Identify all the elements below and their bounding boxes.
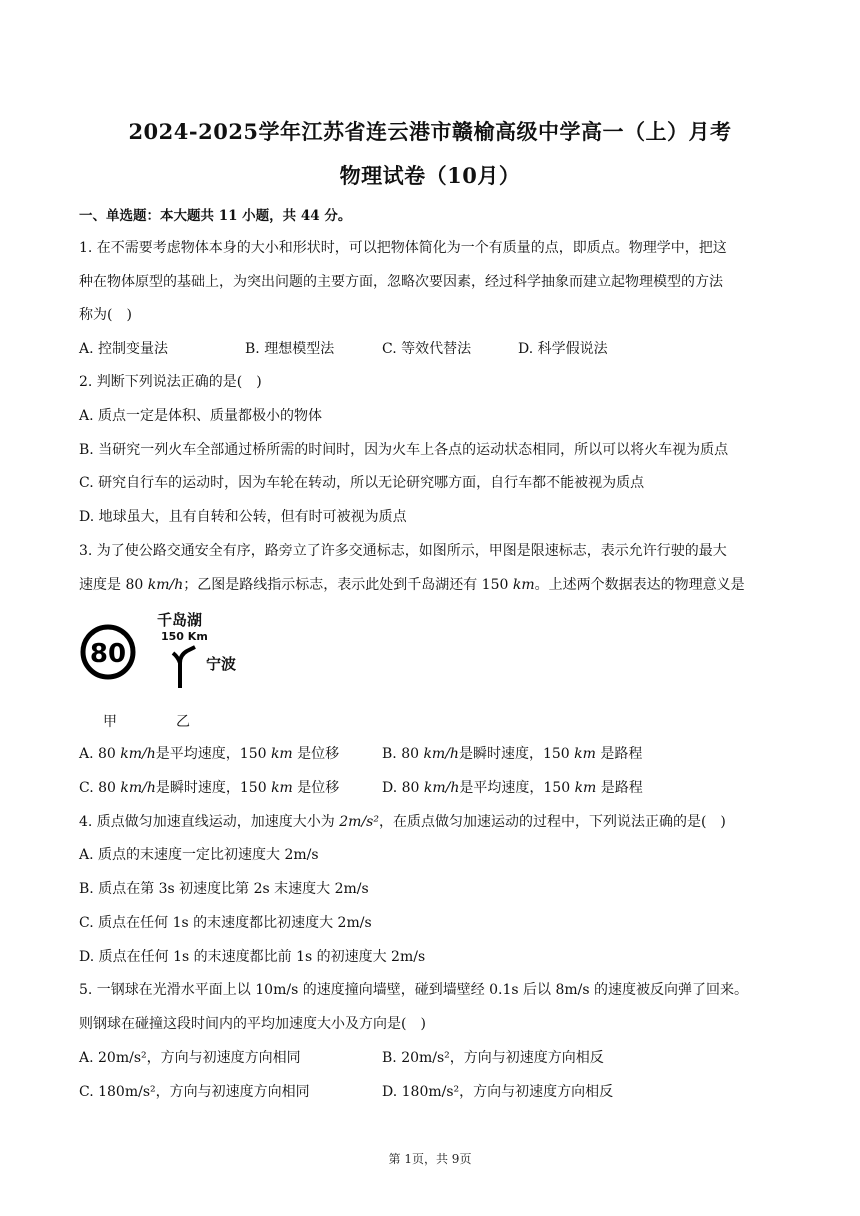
q3-line1: 3. 为了使公路交通安全有序，路旁立了许多交通标志，如图所示，甲图是限速标志，表示允许行驶的最大 <box>79 543 727 559</box>
q4-option-c: C. 质点在任何 1s 的末速度都比初速度大 2m/s <box>79 915 372 931</box>
q2-option-b: B. 当研究一列火车全部通过桥所需的时间时，因为火车上各点的运动状态相同，所以可以将火车视为质点 <box>79 442 729 458</box>
q3-option-d: D. 80 km/h是平均速度，150 km 是路程 <box>382 780 643 796</box>
sign-destination-qiandaohu: 千岛湖 <box>157 611 203 629</box>
q4-option-b: B. 质点在第 3s 初速度比第 2s 末速度大 2m/s <box>79 881 369 897</box>
q4-option-d: D. 质点在任何 1s 的末速度都比前 1s 的初速度大 2m/s <box>79 949 426 965</box>
q2-stem: 2. 判断下列说法正确的是( ) <box>79 374 262 390</box>
route-left-stub <box>173 653 180 663</box>
sign-destination-ningbo: 宁波 <box>206 655 237 673</box>
q1-line1: 1. 在不需要考虑物体本身的大小和形状时，可以把物体简化为一个有质量的点，即质点。物理学中，把这 <box>79 240 727 256</box>
q2-option-a: A. 质点一定是体积、质量都极小的物体 <box>79 408 323 424</box>
figure-label-yi: 乙 <box>176 714 190 730</box>
q1-option-b: B. 理想模型法 <box>245 341 335 357</box>
q1-line3: 称为( ) <box>79 307 132 323</box>
q3-option-a: A. 80 km/h是平均速度，150 km 是位移 <box>79 746 340 762</box>
speed-limit-number: 80 <box>89 639 127 669</box>
q1-option-d: D. 科学假说法 <box>518 341 608 357</box>
q5-option-a: A. 20m/s²，方向与初速度方向相同 <box>79 1050 301 1066</box>
q5-line2: 则钢球在碰撞这段时间内的平均加速度大小及方向是( ) <box>79 1016 426 1032</box>
figure-label-jia: 甲 <box>103 714 117 730</box>
section-header: 一、单选题：本大题共 11 小题，共 44 分。 <box>79 208 352 224</box>
exam-title-line2: 物理试卷（10月） <box>339 163 521 188</box>
traffic-signs-figure <box>79 603 279 733</box>
q5-option-c: C. 180m/s²，方向与初速度方向相同 <box>79 1084 310 1100</box>
q5-line1: 5. 一钢球在光滑水平面上以 10m/s 的速度撞向墙壁，碰到墙壁经 0.1s 后以 8m/s 的速度被反向弹了回来。 <box>79 982 749 998</box>
q4-option-a: A. 质点的末速度一定比初速度大 2m/s <box>79 847 319 863</box>
q4-stem: 4. 质点做匀加速直线运动，加速度大小为 2m/s²，在质点做匀加速运动的过程中，下列说法正确的是( ) <box>79 814 726 830</box>
sign-distance: 150 Km <box>161 630 208 643</box>
q3-option-c: C. 80 km/h是瞬时速度，150 km 是位移 <box>79 780 340 796</box>
q1-option-a: A. 控制变量法 <box>79 341 169 357</box>
q1-line2: 种在物体原型的基础上，为突出问题的主要方面，忽略次要因素，经过科学抽象而建立起物理模型的方法 <box>79 274 723 290</box>
q5-option-d: D. 180m/s²，方向与初速度方向相反 <box>382 1084 614 1100</box>
exam-title-line1: 2024-2025学年江苏省连云港市赣榆高级中学高一（上）月考 <box>128 119 732 144</box>
route-branch-arrow <box>180 647 195 688</box>
q2-option-c: C. 研究自行车的运动时，因为车轮在转动，所以无论研究哪方面，自行车都不能被视为质点 <box>79 475 645 491</box>
q3-line2: 速度是 80 km/h；乙图是路线指示标志，表示此处到千岛湖还有 150 km。上述两个数据表达的物理意义是 <box>79 577 745 593</box>
q2-option-d: D. 地球虽大，且有自转和公转，但有时可被视为质点 <box>79 509 407 525</box>
q5-option-b: B. 20m/s²，方向与初速度方向相反 <box>382 1050 604 1066</box>
q3-option-b: B. 80 km/h是瞬时速度，150 km 是路程 <box>382 746 643 762</box>
page-footer: 第 1页，共 9页 <box>388 1152 472 1166</box>
q1-option-c: C. 等效代替法 <box>382 341 472 357</box>
